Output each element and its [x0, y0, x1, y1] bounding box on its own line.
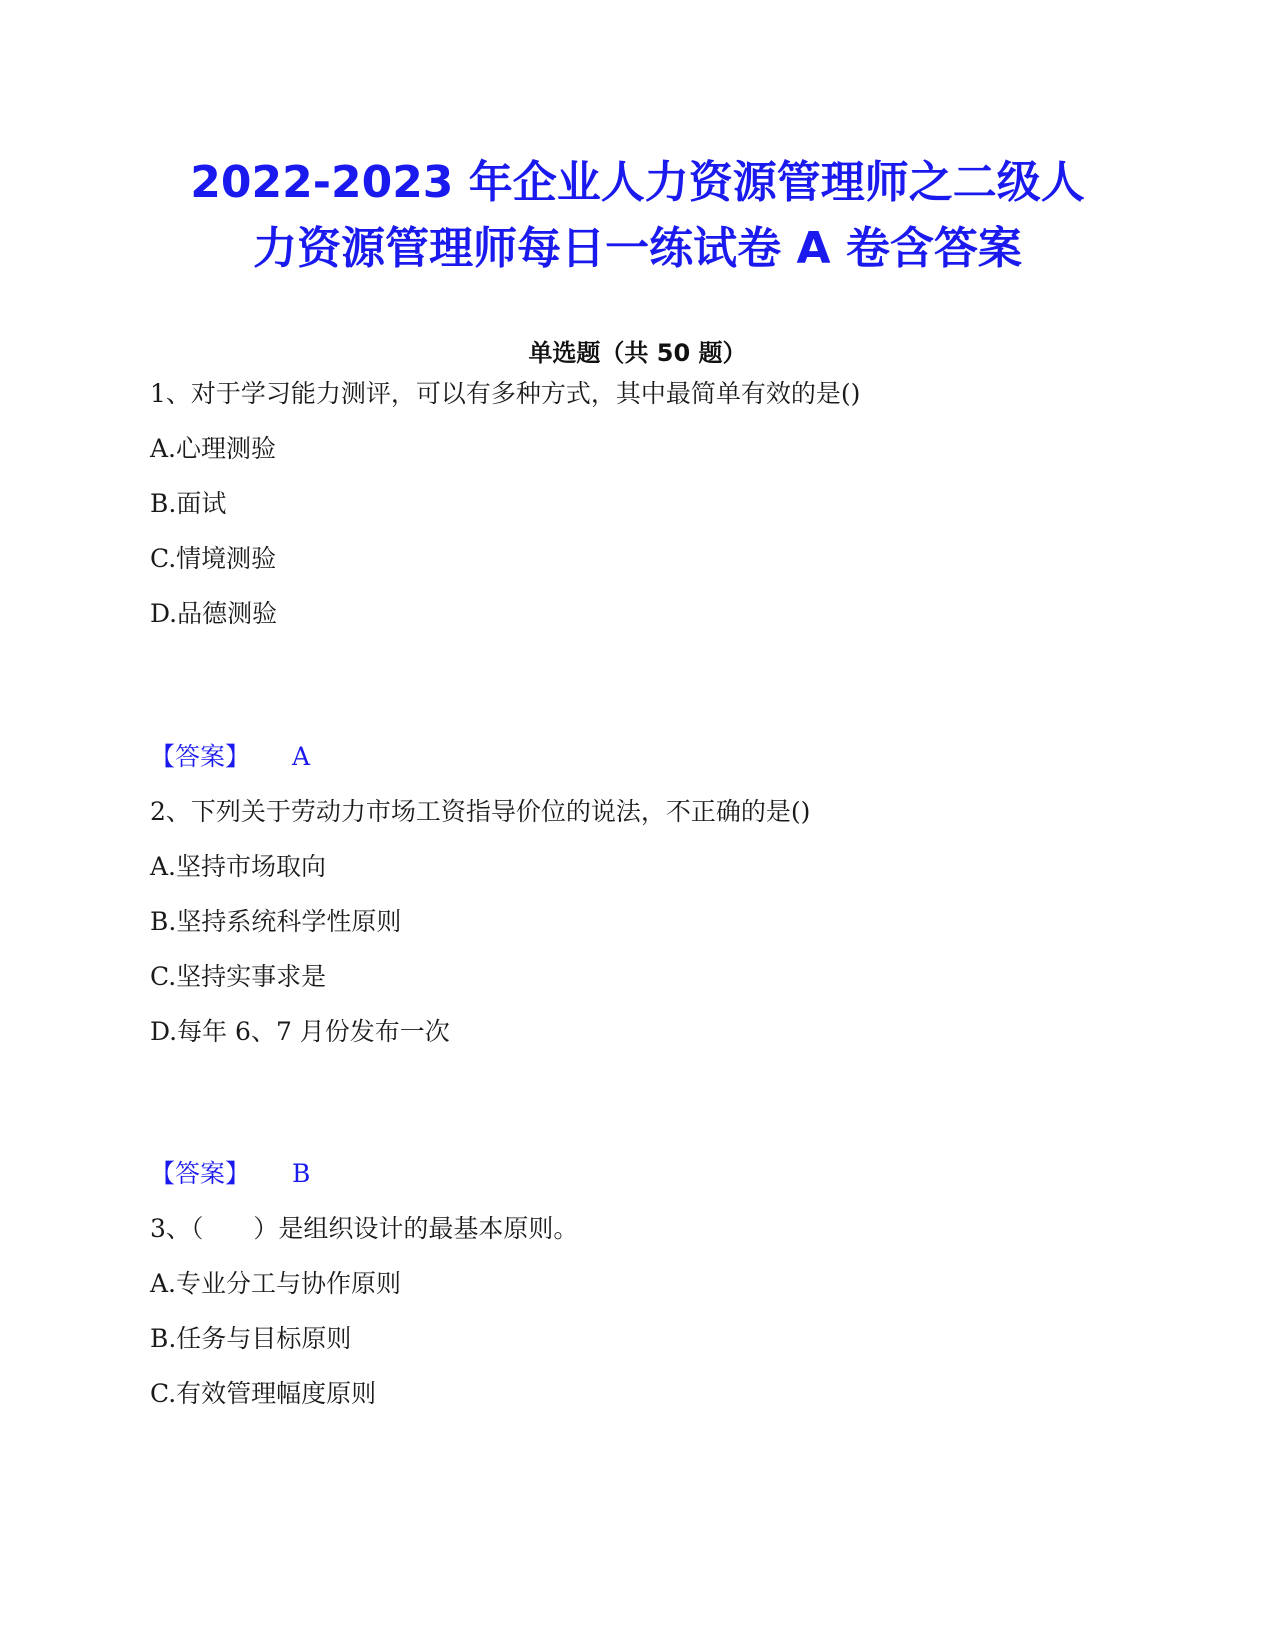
- answer-value: A: [292, 742, 311, 771]
- question-1-option-d: D.品德测验: [150, 599, 278, 628]
- question-1-option-c: C.情境测验: [150, 544, 277, 573]
- question-3-option-b: B.任务与目标原则: [150, 1324, 352, 1353]
- question-1-stem: 1、对于学习能力测评，可以有多种方式，其中最简单有效的是(): [150, 379, 861, 408]
- answer-label: 【答案】: [150, 742, 251, 771]
- answer-value: B: [292, 1159, 311, 1188]
- page-title-line-1: 2022-2023 年企业人力资源管理师之二级人: [190, 157, 1085, 208]
- question-1-answer: [150, 741, 310, 773]
- question-2-option-b: B.坚持系统科学性原则: [150, 907, 402, 936]
- question-3-option-a: A.专业分工与协作原则: [150, 1269, 402, 1298]
- question-1-option-b: B.面试: [150, 489, 227, 518]
- page-title-line-2: 力资源管理师每日一练试卷 A 卷含答案: [253, 223, 1022, 274]
- question-2-option-a: A.坚持市场取向: [150, 852, 327, 881]
- question-2-option-c: C.坚持实事求是: [150, 962, 327, 991]
- question-2-stem: 2、下列关于劳动力市场工资指导价位的说法，不正确的是(): [150, 797, 811, 826]
- question-3-option-c: C.有效管理幅度原则: [150, 1379, 377, 1408]
- question-2-answer: [150, 1158, 310, 1190]
- question-1-option-a: A.心理测验: [150, 434, 277, 463]
- answer-label: 【答案】: [150, 1159, 251, 1188]
- section-heading: 单选题（共 50 题）: [528, 339, 747, 367]
- question-2-option-d: D.每年 6、7 月份发布一次: [150, 1017, 450, 1046]
- question-3-stem: 3、（ ）是组织设计的最基本原则。: [150, 1214, 579, 1243]
- page-title: [100, 150, 1175, 282]
